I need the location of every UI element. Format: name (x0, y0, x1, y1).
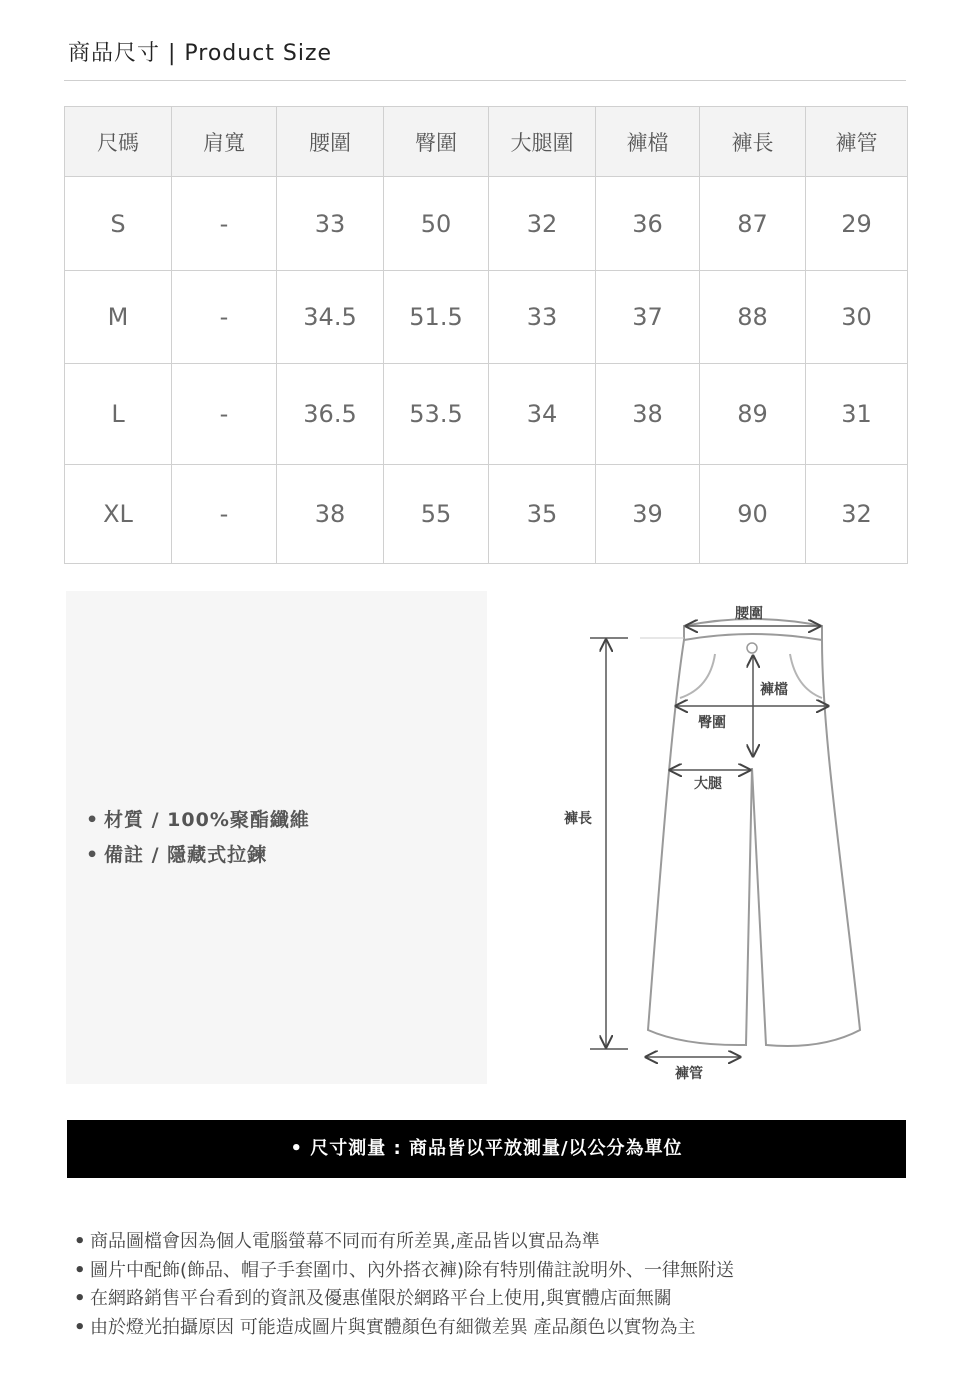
bullet-icon: • (74, 1288, 86, 1310)
bullet-icon: • (74, 1231, 86, 1252)
list-item (74, 1286, 734, 1315)
info-list (86, 806, 310, 876)
table-row (65, 364, 908, 465)
table-cell: 39 (596, 465, 700, 564)
table-cell: - (172, 465, 277, 564)
header-hip: 臀圍 (384, 107, 489, 177)
table-cell: 30 (806, 271, 908, 364)
table-cell: 33 (277, 177, 384, 271)
header-size: 尺碼 (65, 107, 172, 177)
table-cell: - (172, 271, 277, 364)
hip-label: 臀圍 (698, 715, 726, 731)
table-cell: 51.5 (384, 271, 489, 364)
note-text: 備註 / 隱藏式拉鍊 (104, 844, 268, 866)
title-divider (64, 80, 906, 81)
rise-label: 褲檔 (760, 682, 788, 698)
table-cell: - (172, 177, 277, 271)
table-cell: XL (65, 465, 172, 564)
bullet-icon: • (86, 809, 100, 831)
table-cell: 89 (700, 364, 806, 465)
list-item (74, 1315, 734, 1344)
header-rise: 褲檔 (596, 107, 700, 177)
length-label: 褲長 (564, 811, 592, 827)
list-item (74, 1229, 734, 1258)
table-row (65, 177, 908, 271)
table-row (65, 271, 908, 364)
waist-label: 腰圍 (735, 606, 763, 622)
material-text: 材質 / 100%聚酯纖維 (104, 809, 310, 831)
table-cell: 29 (806, 177, 908, 271)
table-cell: 34 (489, 364, 596, 465)
table-cell: 32 (489, 177, 596, 271)
table-cell: 38 (277, 465, 384, 564)
table-cell: 34.5 (277, 271, 384, 364)
info-material (86, 806, 310, 841)
header-length: 褲長 (700, 107, 806, 177)
table-cell: 38 (596, 364, 700, 465)
table-cell: 55 (384, 465, 489, 564)
pants-diagram (560, 598, 880, 1088)
notes-list (74, 1229, 734, 1343)
header-shoulder: 肩寬 (172, 107, 277, 177)
header-thigh: 大腿圍 (489, 107, 596, 177)
hem-label: 褲管 (675, 1066, 703, 1082)
note-text: 商品圖檔會因為個人電腦螢幕不同而有所差異,產品皆以實品為準 (90, 1231, 600, 1252)
list-item (74, 1258, 734, 1287)
table-cell: 33 (489, 271, 596, 364)
table-cell: 87 (700, 177, 806, 271)
measurement-banner: • 尺寸測量 : 商品皆以平放測量/以公分為單位 (67, 1120, 906, 1178)
bullet-icon: • (86, 844, 100, 866)
info-note (86, 841, 310, 876)
table-cell: 88 (700, 271, 806, 364)
bullet-icon: • (74, 1259, 86, 1281)
button-icon (747, 643, 757, 653)
table-row (65, 465, 908, 564)
table-cell: S (65, 177, 172, 271)
table-cell: 53.5 (384, 364, 489, 465)
pants-outline-icon (648, 619, 860, 1046)
note-text: 圖片中配飾(飾品、帽子手套圍巾、內外搭衣褲)除有特別備註說明外、一律無附送 (90, 1259, 735, 1281)
table-cell: 90 (700, 465, 806, 564)
table-cell: 36.5 (277, 364, 384, 465)
table-cell: L (65, 364, 172, 465)
table-cell: - (172, 364, 277, 465)
table-cell: 31 (806, 364, 908, 465)
header-waist: 腰圍 (277, 107, 384, 177)
bullet-icon: • (74, 1316, 86, 1338)
table-cell: M (65, 271, 172, 364)
size-table (64, 106, 908, 564)
table-cell: 35 (489, 465, 596, 564)
table-cell: 32 (806, 465, 908, 564)
table-header-row (65, 107, 908, 177)
table-cell: 37 (596, 271, 700, 364)
note-text: 由於燈光拍攝原因 可能造成圖片與實體顏色有細微差異 產品顏色以實物為主 (90, 1316, 696, 1338)
table-cell: 50 (384, 177, 489, 271)
thigh-label: 大腿 (694, 776, 722, 792)
page-title: 商品尺寸 | Product Size (68, 41, 333, 66)
table-cell: 36 (596, 177, 700, 271)
header-hem: 褲管 (806, 107, 908, 177)
note-text: 在網路銷售平台看到的資訊及優惠僅限於網路平台上使用,與實體店面無關 (90, 1288, 672, 1310)
